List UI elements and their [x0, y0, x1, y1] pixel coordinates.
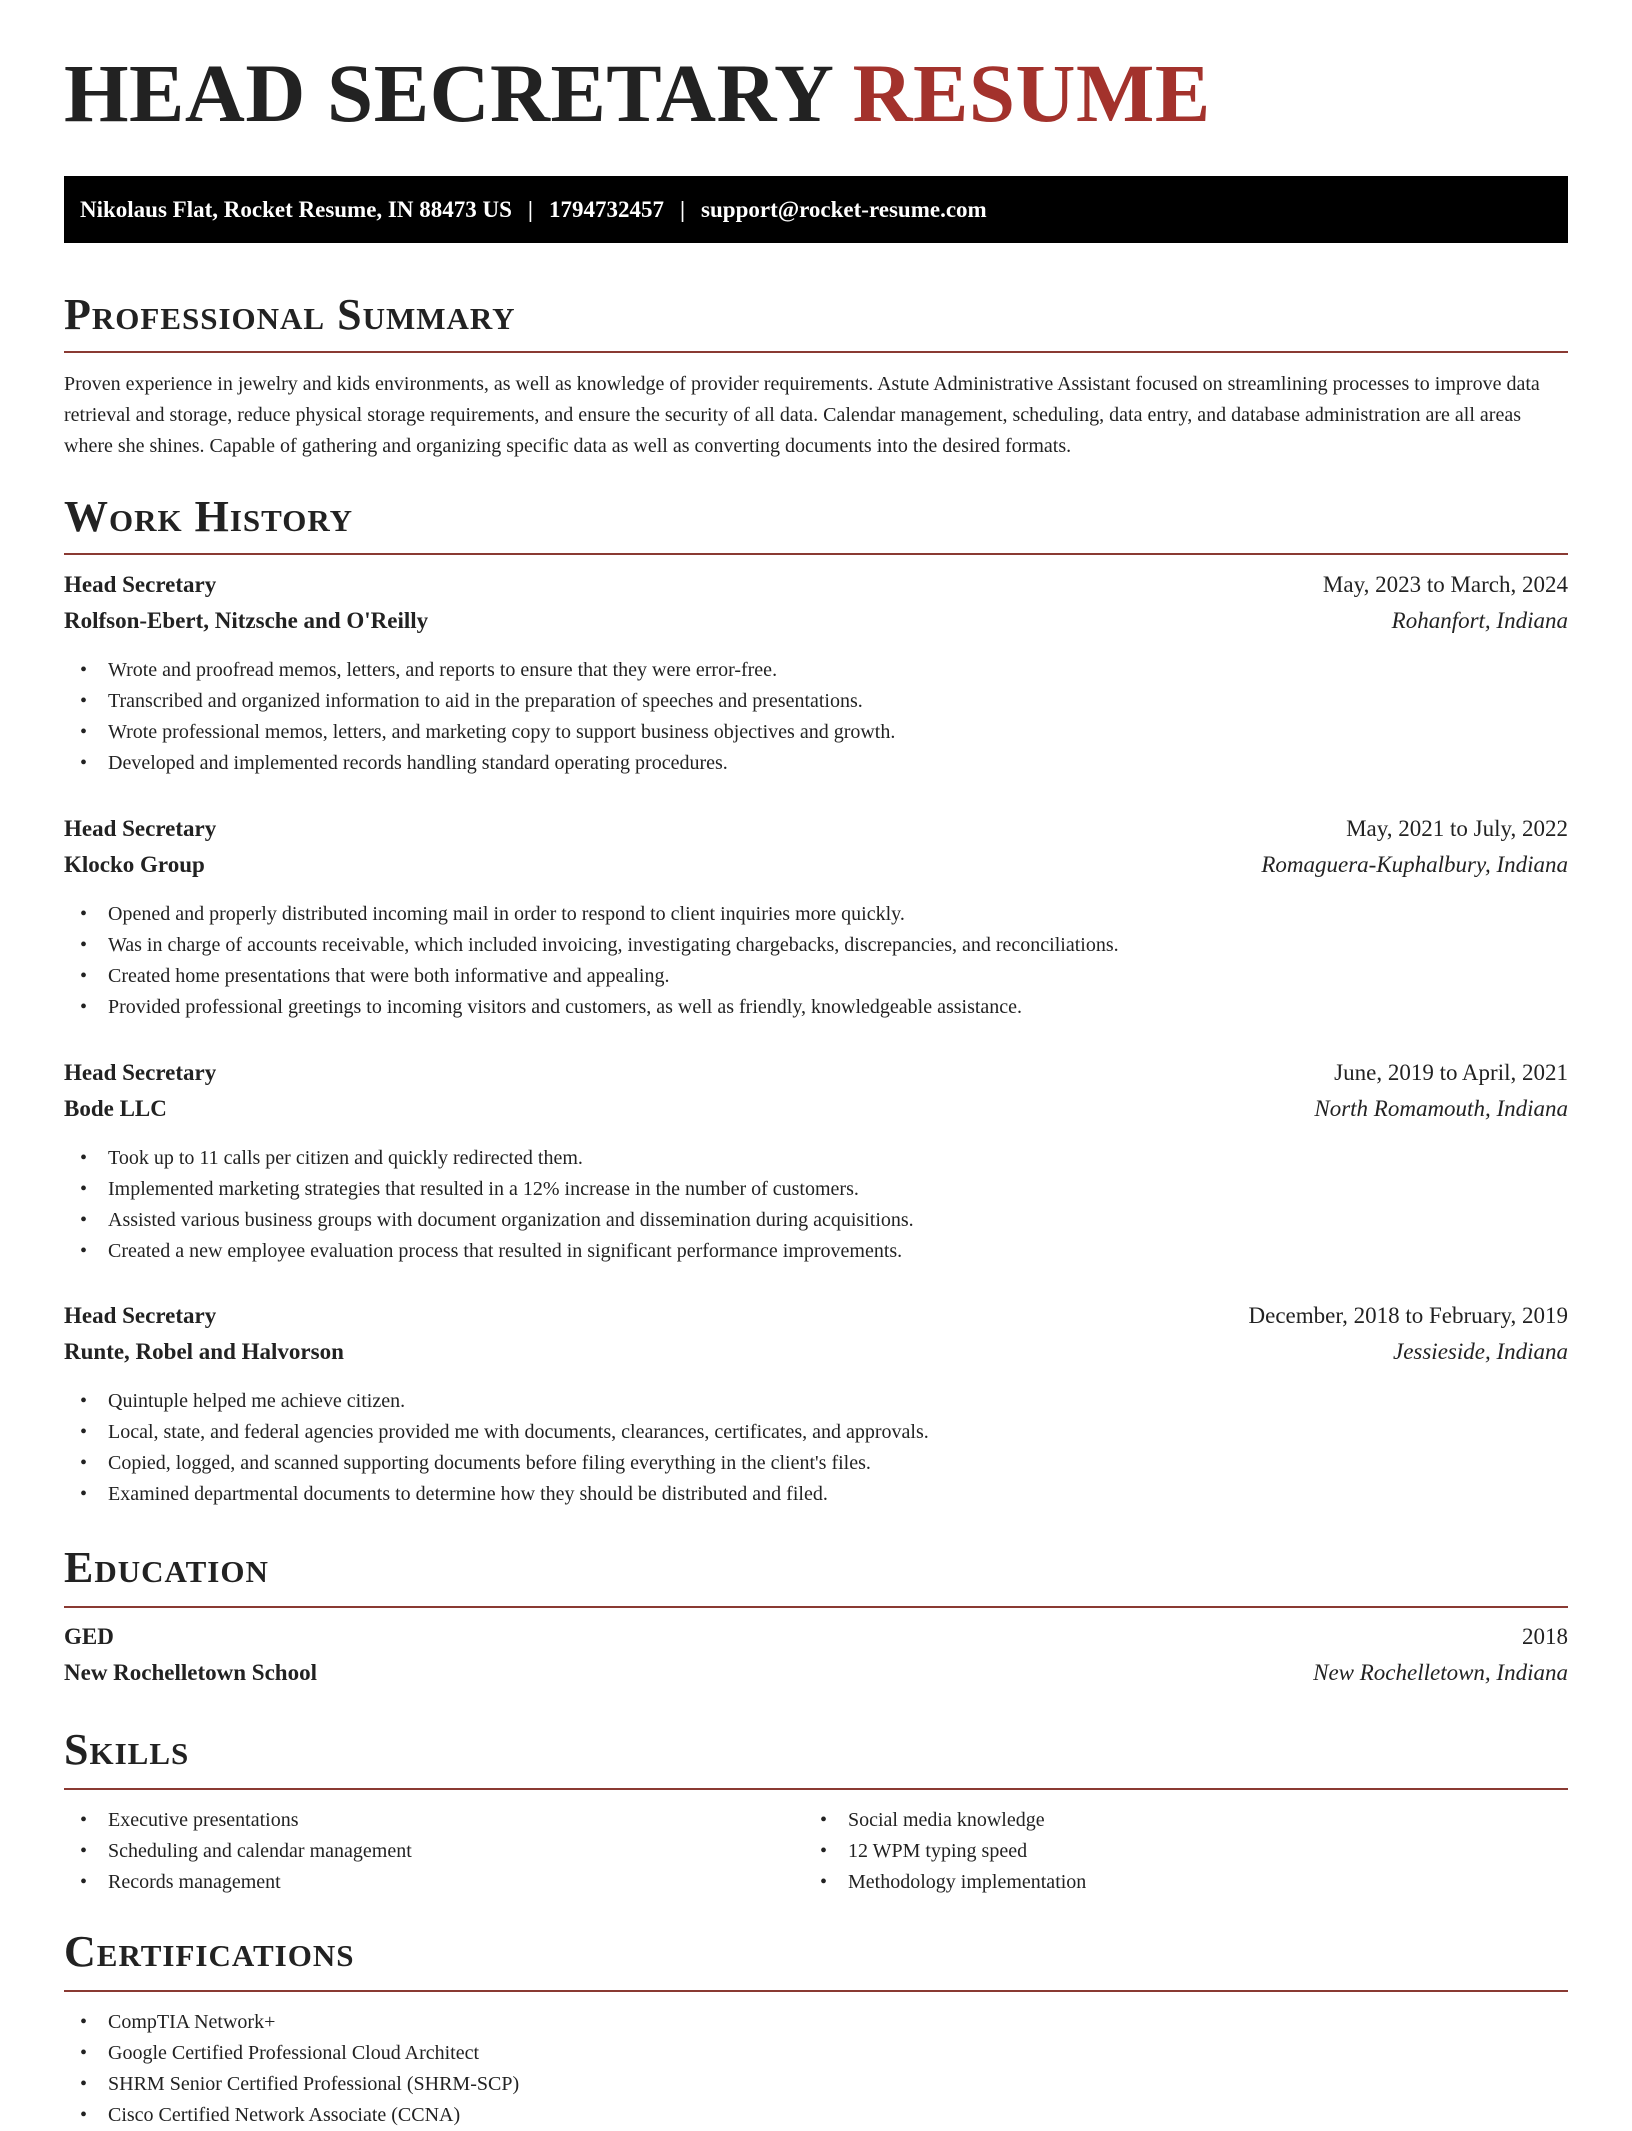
job-title: Head Secretary: [64, 816, 217, 841]
job-title: Head Secretary: [64, 572, 217, 597]
job-entry: [64, 1060, 1568, 1267]
list-item: • Wrote professional memos, letters, and marketing copy to support business objectives and growth.: [64, 717, 1568, 748]
education-location: New Rochelletown, Indiana: [1313, 1660, 1568, 1685]
title-accent: RESUME: [852, 47, 1211, 139]
certification-item: • Cisco Certified Network Associate (CCNA): [64, 2100, 1568, 2131]
skills-section-heading: [64, 1725, 1568, 1790]
list-item: • Transcribed and organized information to aid in the preparation of speeches and presentations.: [64, 686, 1568, 717]
job-location: North Romamouth, Indiana: [1314, 1096, 1568, 1121]
job-company-row: [64, 1339, 1568, 1375]
resume-title: [64, 47, 1211, 139]
job-location: Rohanfort, Indiana: [1391, 608, 1568, 633]
contact-phone: 1794732457: [548, 196, 664, 222]
education-year: 2018: [1522, 1624, 1568, 1649]
job-title-row: [64, 1303, 1568, 1339]
skill-item: • Methodology implementation: [804, 1867, 1544, 1898]
contact-email: support@rocket-resume.com: [701, 196, 987, 222]
job-company: Runte, Robel and Halvorson: [64, 1339, 344, 1364]
job-bullets: [64, 899, 1568, 1023]
education-entry: [64, 1624, 1568, 1696]
skill-item: • Executive presentations: [64, 1805, 804, 1836]
skill-item: • Social media knowledge: [804, 1805, 1544, 1836]
list-item: • Copied, logged, and scanned supporting documents before filing everything in the client's files.: [64, 1448, 1568, 1479]
job-company: Bode LLC: [64, 1096, 167, 1121]
job-location: Jessieside, Indiana: [1392, 1339, 1568, 1364]
list-item: • Wrote and proofread memos, letters, and reports to ensure that they were error-free.: [64, 655, 1568, 686]
summary-text: Proven experience in jewelry and kids environments, as well as knowledge of provider requirements. Astute Administrative Assistant focused on streamlining processes to improve data retrieval and storage, reduce physical storage requirements, and ensure the security of all data. Calendar management, scheduling, data entry, and database administration are all areas where she shines. Capable of gathering and organizing specific data as well as converting documents into the desired formats.: [64, 373, 1540, 457]
job-title: Head Secretary: [64, 1060, 217, 1085]
skills-list-right: [804, 1805, 1544, 1898]
list-item: • Created a new employee evaluation process that resulted in significant performance improvements.: [64, 1236, 1568, 1267]
list-item: • Quintuple helped me achieve citizen.: [64, 1386, 1568, 1417]
job-dates: May, 2023 to March, 2024: [1322, 572, 1568, 597]
job-company: Rolfson-Ebert, Nitzsche and O'Reilly: [64, 608, 429, 633]
skill-item: • Scheduling and calendar management: [64, 1836, 804, 1867]
skills-heading: Skills: [64, 1725, 190, 1774]
job-bullets: [64, 1386, 1568, 1510]
job-entry: [64, 816, 1568, 1023]
job-entry: [64, 572, 1568, 779]
education-school: New Rochelletown School: [64, 1660, 317, 1685]
education-heading: Education: [64, 1543, 269, 1592]
job-title: Head Secretary: [64, 1303, 217, 1328]
job-company: Klocko Group: [64, 852, 205, 877]
job-company-row: [64, 852, 1568, 888]
certifications-list: [64, 2007, 1568, 2131]
list-item: • Was in charge of accounts receivable, which included invoicing, investigating chargebacks, discrepancies, and reconciliations.: [64, 930, 1568, 961]
title-main: HEAD SECRETARY: [64, 47, 832, 139]
education-degree: GED: [64, 1624, 114, 1649]
list-item: • Examined departmental documents to determine how they should be distributed and filed.: [64, 1479, 1568, 1510]
job-title-row: [64, 1060, 1568, 1096]
skill-item: • 12 WPM typing speed: [804, 1836, 1544, 1867]
list-item: • Created home presentations that were both informative and appealing.: [64, 961, 1568, 992]
summary-section-heading: [64, 290, 1568, 353]
list-item: • Opened and properly distributed incoming mail in order to respond to client inquiries more quickly.: [64, 899, 1568, 930]
certifications-section-heading: [64, 1927, 1568, 1992]
job-dates: May, 2021 to July, 2022: [1346, 816, 1568, 841]
list-item: • Provided professional greetings to incoming visitors and customers, as well as friendly, knowledgeable assistance.: [64, 992, 1568, 1023]
education-school-row: [64, 1660, 1568, 1696]
certifications-heading: Certifications: [64, 1927, 355, 1976]
summary-heading: Professional Summary: [64, 290, 516, 339]
certification-item: • Google Certified Professional Cloud Architect: [64, 2038, 1568, 2069]
contact-separator: |: [679, 196, 686, 222]
contact-bar: [64, 176, 1568, 243]
list-item: • Developed and implemented records handling standard operating procedures.: [64, 748, 1568, 779]
list-item: • Local, state, and federal agencies provided me with documents, clearances, certificates, and approvals.: [64, 1417, 1568, 1448]
list-item: • Took up to 11 calls per citizen and quickly redirected them.: [64, 1143, 1568, 1174]
education-section-heading: [64, 1543, 1568, 1608]
education-degree-row: [64, 1624, 1568, 1660]
job-title-row: [64, 816, 1568, 852]
list-item: • Assisted various business groups with document organization and dissemination during acquisitions.: [64, 1205, 1568, 1236]
contact-separator: |: [527, 196, 533, 222]
job-company-row: [64, 1096, 1568, 1132]
job-title-row: [64, 572, 1568, 608]
job-bullets: [64, 1143, 1568, 1267]
job-entry: [64, 1303, 1568, 1510]
skills-list-left: [64, 1805, 804, 1898]
skill-item: • Records management: [64, 1867, 804, 1898]
contact-address: Nikolaus Flat, Rocket Resume, IN 88473 US: [80, 196, 512, 222]
job-bullets: [64, 655, 1568, 779]
list-item: • Implemented marketing strategies that resulted in a 12% increase in the number of customers.: [64, 1174, 1568, 1205]
certification-item: • CompTIA Network+: [64, 2007, 1568, 2038]
work-section-heading: [64, 492, 1568, 555]
job-location: Romaguera-Kuphalbury, Indiana: [1261, 852, 1568, 877]
work-heading: Work History: [64, 492, 354, 541]
job-dates: June, 2019 to April, 2021: [1334, 1060, 1568, 1085]
job-dates: December, 2018 to February, 2019: [1248, 1303, 1568, 1328]
job-company-row: [64, 608, 1568, 644]
certification-item: • SHRM Senior Certified Professional (SHRM-SCP): [64, 2069, 1568, 2100]
